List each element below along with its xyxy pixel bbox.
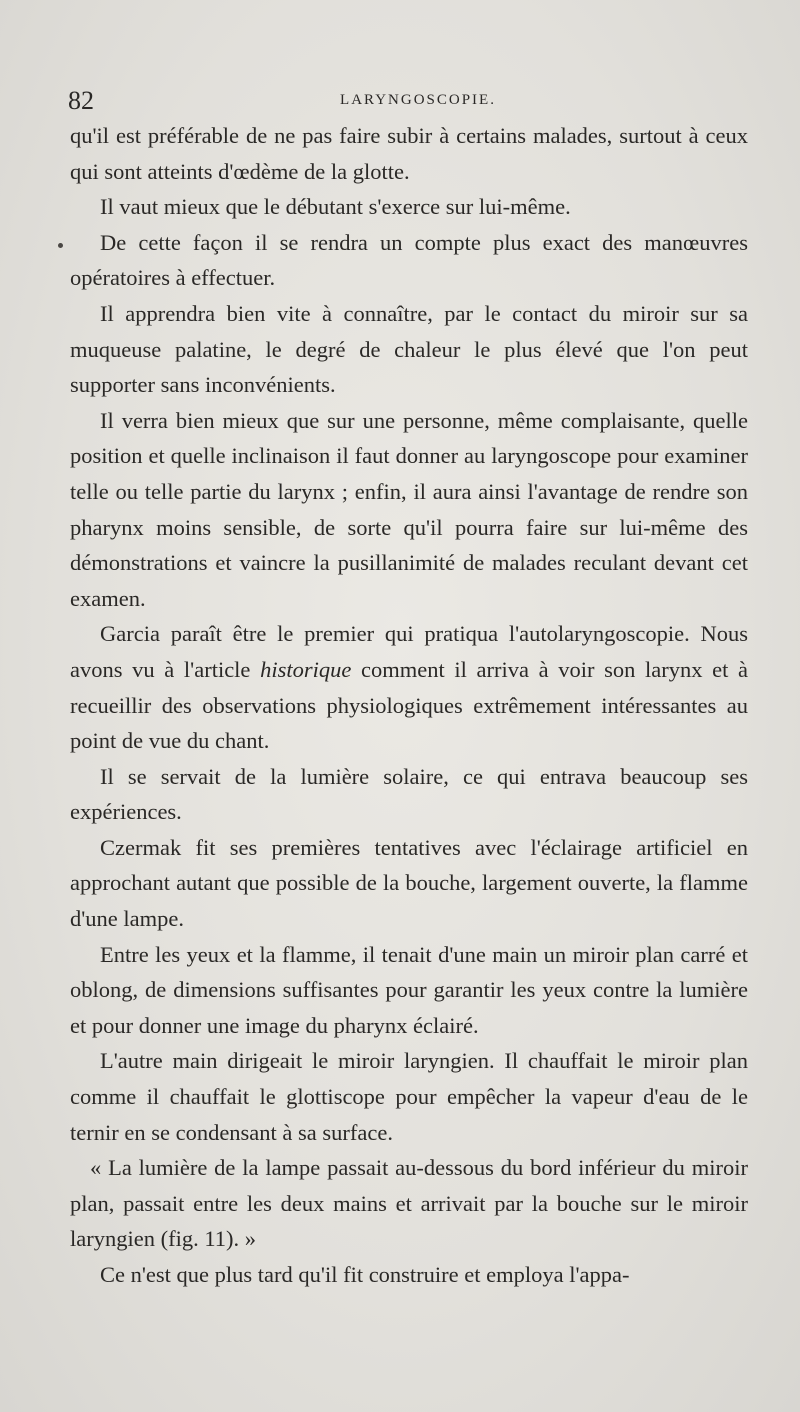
- quoted-paragraph: « La lumière de la lampe passait au-dessous du bord inférieur du miroir plan, passait entre les deux mains et arrivait par la bouche sur le miroir laryngien (fig. 11). »: [70, 1155, 748, 1252]
- paragraph: Il se servait de la lumière solaire, ce qui entrava beaucoup ses expériences.: [70, 763, 748, 825]
- page-header: [68, 86, 748, 116]
- paragraph: Czermak fit ses premières tentatives avec l'éclairage artificiel en approchant autant que possible de la bouche, largement ouverte, la flamme d'une lampe.: [70, 834, 748, 932]
- paragraph: Il vaut mieux que le débutant s'exerce sur lui-même.: [100, 194, 571, 220]
- paragraph: L'autre main dirigeait le miroir laryngien. Il chauffait le miroir plan comme il chauffait le glottiscope pour empêcher la vapeur d'eau de le ternir en se condensant à sa surface.: [70, 1048, 748, 1145]
- paragraph: Il verra bien mieux que sur une personne, même complaisante, quelle position et quelle inclinaison il faut donner au laryngoscope pour examiner telle ou telle partie du larynx ; enfin, il aura ainsi l'avantage de rendre son pharynx moins sensible, de sorte qu'il pourra faire sur lui-même des démonstrations et vaincre la pusillanimité de malades reculant devant cet examen.: [70, 407, 748, 611]
- italic-term: historique: [260, 656, 352, 682]
- page-number: 82: [68, 86, 94, 115]
- running-title: LARYNGOSCOPIE.: [340, 92, 496, 108]
- body-text: [70, 118, 748, 1293]
- paragraph: De cette façon il se rendra un compte plus exact des manœuvres opératoires à effectuer.: [70, 229, 748, 291]
- paragraph: Entre les yeux et la flamme, il tenait d'une main un miroir plan carré et oblong, de dimensions suffisantes pour garantir les yeux contre la lumière et pour donner une image du pharynx éclairé.: [70, 941, 748, 1038]
- paragraph-text: comment il arriva à voir son larynx et à recueillir des observations physiologiques extrêmement intéressantes au point de vue du chant.: [70, 656, 748, 754]
- paragraph: Il apprendra bien vite à connaître, par le contact du miroir sur sa muqueuse palatine, le degré de chaleur le plus élevé que l'on peut supporter sans inconvénients.: [70, 300, 748, 398]
- paragraph-text: Garcia paraît être le premier qui pratiqua l'autolaryngoscopie. Nous avons vu à l'article: [70, 621, 748, 682]
- paragraph-garcia: [70, 616, 748, 758]
- margin-mark: [58, 243, 63, 248]
- paragraph-continued: qu'il est préférable de ne pas faire subir à certains malades, surtout à ceux qui sont atteints d'œdème de la glotte.: [70, 123, 748, 184]
- paragraph-last: Ce n'est que plus tard qu'il fit construire et employa l'appa-: [100, 1262, 630, 1287]
